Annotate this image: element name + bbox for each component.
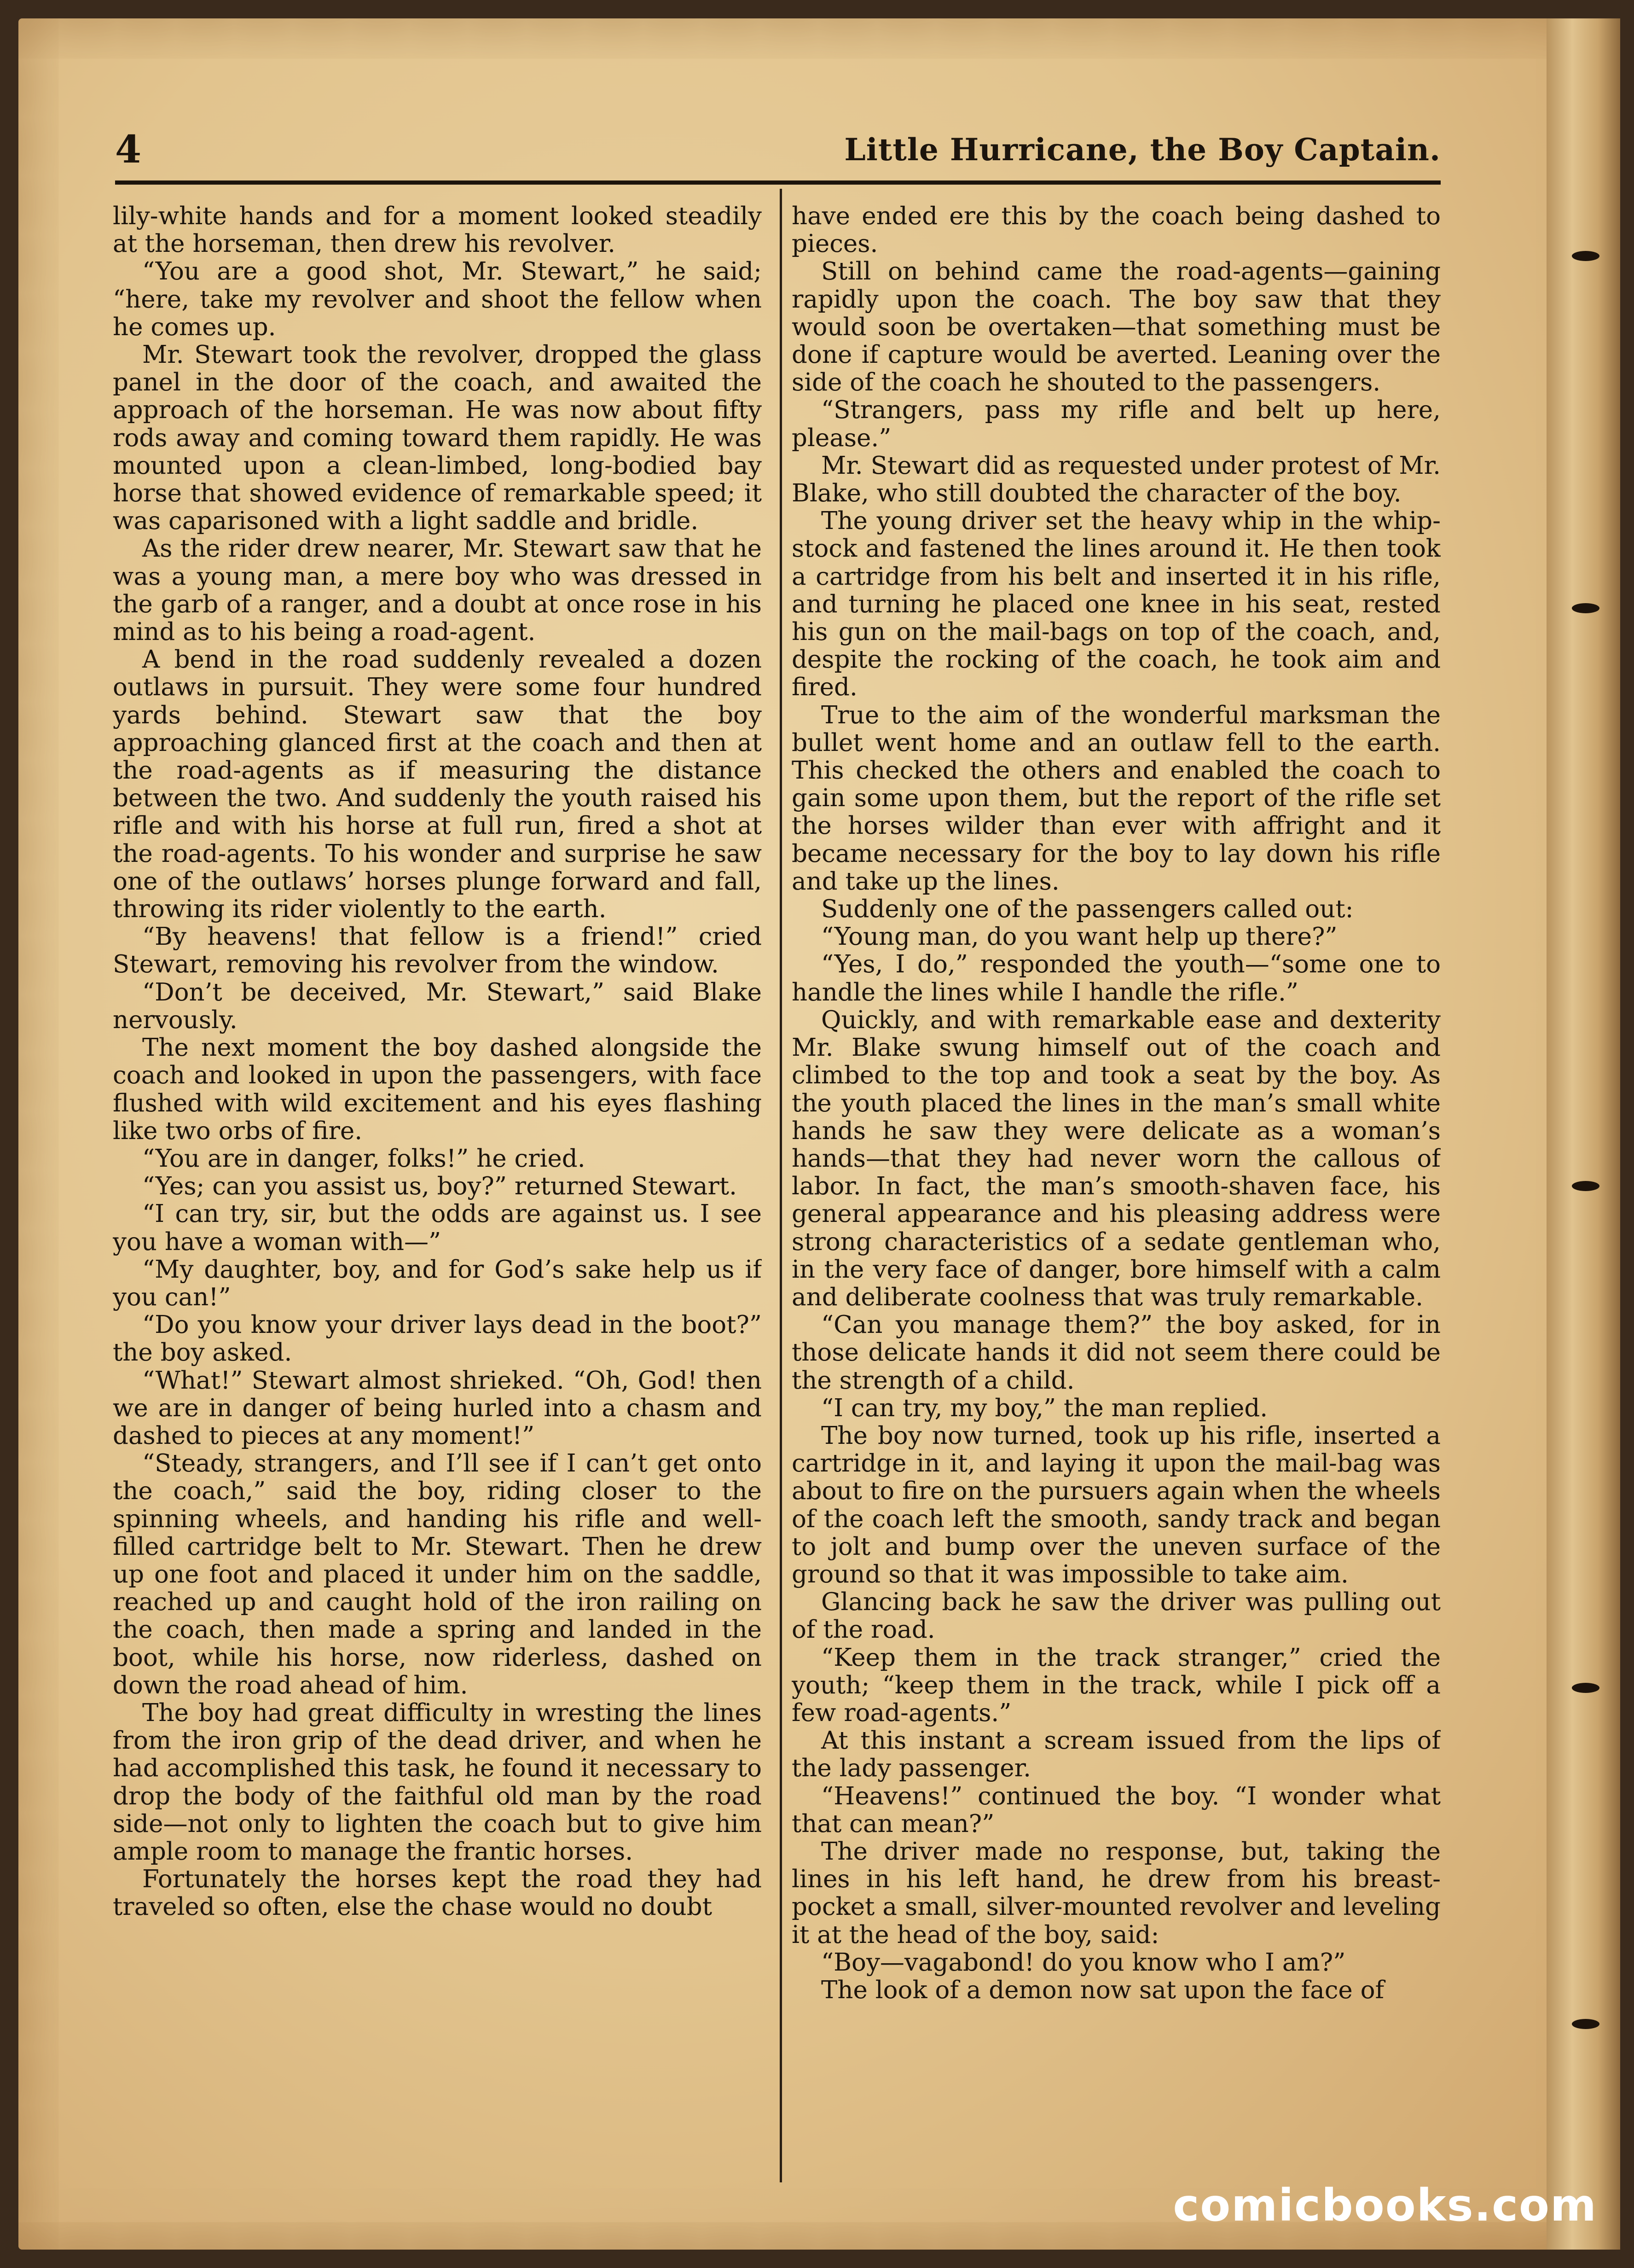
paragraph: “You are in danger, folks!” he cried. <box>142 1144 585 1173</box>
paragraph: “Yes, I do,” responded the youth—“some one to handle the lines while I handle the rifle.” <box>792 950 1441 1006</box>
paragraph: Still on behind came the road-agents—gaining rapidly upon the coach. The boy saw that they would soon be overtaken—that something must be done if capture would be averted. Leaning over the side of the coach he shouted to the passengers. <box>792 257 1441 397</box>
paragraph: “Can you manage them?” the boy asked, for in those delicate hands it did not seem there could be the strength of a child. <box>792 1311 1441 1395</box>
paragraph: As the rider drew nearer, Mr. Stewart saw that he was a young man, a mere boy who was dressed in the garb of a ranger, and a doubt at once rose in his mind as to his being a road-agent. <box>113 535 762 646</box>
paragraph: “Don’t be deceived, Mr. Stewart,” said Blake nervously. <box>113 978 762 1034</box>
paragraph: “Do you know your driver lays dead in the boot?” the boy asked. <box>113 1311 762 1367</box>
paragraph: The next moment the boy dashed alongside the coach and looked in upon the passengers, with face flushed with wild excitement and his eyes flashing like two orbs of fire. <box>113 1034 762 1145</box>
paragraph: The boy had great difficulty in wresting the lines from the iron grip of the dead driver, and when he had accomplished this task, he found it necessary to drop the body of the faithful old man by the road side—not only to lighten the coach but to give him ample room to manage the frantic horses. <box>113 1698 762 1866</box>
paragraph: Glancing back he saw the driver was pulling out of the road. <box>792 1588 1441 1644</box>
paragraph: Suddenly one of the passengers called out: <box>821 895 1354 924</box>
binding-stitch <box>1572 1181 1599 1191</box>
page-header <box>115 124 1441 175</box>
paragraph: “Steady, strangers, and I’ll see if I can’t get onto the coach,” said the boy, riding closer to the spinning wheels, and handing his rifle and well-filled cartridge belt to Mr. Stewart. Then he drew up one foot and placed it under him on the saddle, reached up and caught hold of the iron railing on the coach, then made a spring and landed in the boot, while his horse, now riderless, dashed on down the road ahead of him. <box>113 1449 762 1699</box>
binding-stitch <box>1572 1683 1599 1693</box>
binding-stitch <box>1572 2019 1599 2029</box>
left-column <box>113 203 762 2196</box>
page-number: 4 <box>115 128 142 172</box>
page-gutter <box>1547 18 1620 2250</box>
paragraph: “I can try, sir, but the odds are against us. I see you have a woman with—” <box>113 1200 762 1256</box>
paragraph: The driver made no response, but, taking the lines in his left hand, he drew from his breast-pocket a small, silver-mounted revolver and leveling it at the head of the boy, said: <box>792 1837 1441 1949</box>
paragraph: “Keep them in the track stranger,” cried the youth; “keep them in the track, while I pick off a few road-agents.” <box>792 1643 1441 1727</box>
paragraph: The boy now turned, took up his rifle, inserted a cartridge in it, and laying it upon the mail-bag was about to fire on the pursuers again when the wheels of the coach left the smooth, sandy track and began to jolt and bump over the uneven surface of the ground so that it was impossible to take aim. <box>792 1421 1441 1588</box>
header-rule <box>115 180 1441 185</box>
running-title: Little Hurricane, the Boy Captain. <box>844 132 1441 168</box>
paragraph: Fortunately the horses kept the road they had traveled so often, else the chase would no doubt <box>113 1865 762 1921</box>
paragraph: “My daughter, boy, and for God’s sake help us if you can!” <box>113 1255 762 1311</box>
paragraph: “Strangers, pass my rifle and belt up here, please.” <box>792 396 1441 452</box>
paragraph: “Heavens!” continued the boy. “I wonder what that can mean?” <box>792 1782 1441 1838</box>
paragraph: lily-white hands and for a moment looked steadily at the horseman, then drew his revolver. <box>113 203 762 258</box>
paragraph: A bend in the road suddenly revealed a dozen outlaws in pursuit. They were some four hundred yards behind. Stewart saw that the boy approaching glanced first at the coach and then at the road-agents as if measuring the distance between the two. And suddenly the youth raised his rifle and with his horse at full run, fired a shot at the road-agents. To his wonder and surprise he saw one of the outlaws’ horses plunge forward and fall, throwing its rider violently to the earth. <box>113 646 762 924</box>
paragraph: Mr. Stewart did as requested under protest of Mr. Blake, who still doubted the character of the boy. <box>792 451 1441 508</box>
paragraph: “Young man, do you want help up there?” <box>821 923 1338 951</box>
paragraph: “Boy—vagabond! do you know who I am?” <box>821 1948 1346 1977</box>
paragraph: The look of a demon now sat upon the face of <box>821 1976 1385 2004</box>
paragraph: Mr. Stewart took the revolver, dropped the glass panel in the door of the coach, and awaited the approach of the horseman. He was now about fifty rods away and coming toward them rapidly. He was mounted upon a clean-limbed, long-bodied bay horse that showed evidence of remarkable speed; it was caparisoned with a light saddle and bridle. <box>113 341 762 535</box>
paragraph: “I can try, my boy,” the man replied. <box>821 1394 1268 1422</box>
paragraph: Quickly, and with remarkable ease and dexterity Mr. Blake swung himself out of the coach and climbed to the top and took a seat by the boy. As the youth placed the lines in the man’s small white hands he saw they were delicate as a woman’s hands—that they had never worn the callous of labor. In fact, the man’s smooth-shaven face, his general appearance and his pleasing address were strong characteristics of a sedate gentleman who, in the very face of danger, bore himself with a calm and deliberate coolness that was truly remarkable. <box>792 1006 1441 1311</box>
binding-stitch <box>1572 251 1599 261</box>
paragraph: “What!” Stewart almost shrieked. “Oh, God! then we are in danger of being hurled into a chasm and dashed to pieces at any moment!” <box>113 1366 762 1450</box>
right-column <box>792 203 1441 2196</box>
paragraph: At this instant a scream issued from the lips of the lady passenger. <box>792 1727 1441 1783</box>
paragraph: True to the aim of the wonderful marksman the bullet went home and an outlaw fell to the earth. This checked the others and enabled the coach to gain some upon them, but the report of the rifle set the horses wilder than ever with affright and it became necessary for the boy to lay down his rifle and take up the lines. <box>792 701 1441 896</box>
paragraph: “Yes; can you assist us, boy?” returned Stewart. <box>142 1172 737 1201</box>
watermark: comicbooks.com <box>1173 2180 1597 2231</box>
binding-stitch <box>1572 603 1599 613</box>
paragraph: The young driver set the heavy whip in the whip-stock and fastened the lines around it. He then took a cartridge from his belt and inserted it in his rifle, and turning he placed one knee in his seat, rested his gun on the mail-bags on top of the coach, and, despite the rocking of the coach, he took aim and fired. <box>792 507 1441 702</box>
paragraph: “You are a good shot, Mr. Stewart,” he said; “here, take my revolver and shoot the fellow when he comes up. <box>113 257 762 341</box>
column-rule <box>780 189 782 2182</box>
paragraph: have ended ere this by the coach being dashed to pieces. <box>792 203 1441 258</box>
paragraph: “By heavens! that fellow is a friend!” cried Stewart, removing his revolver from the window. <box>113 923 762 979</box>
